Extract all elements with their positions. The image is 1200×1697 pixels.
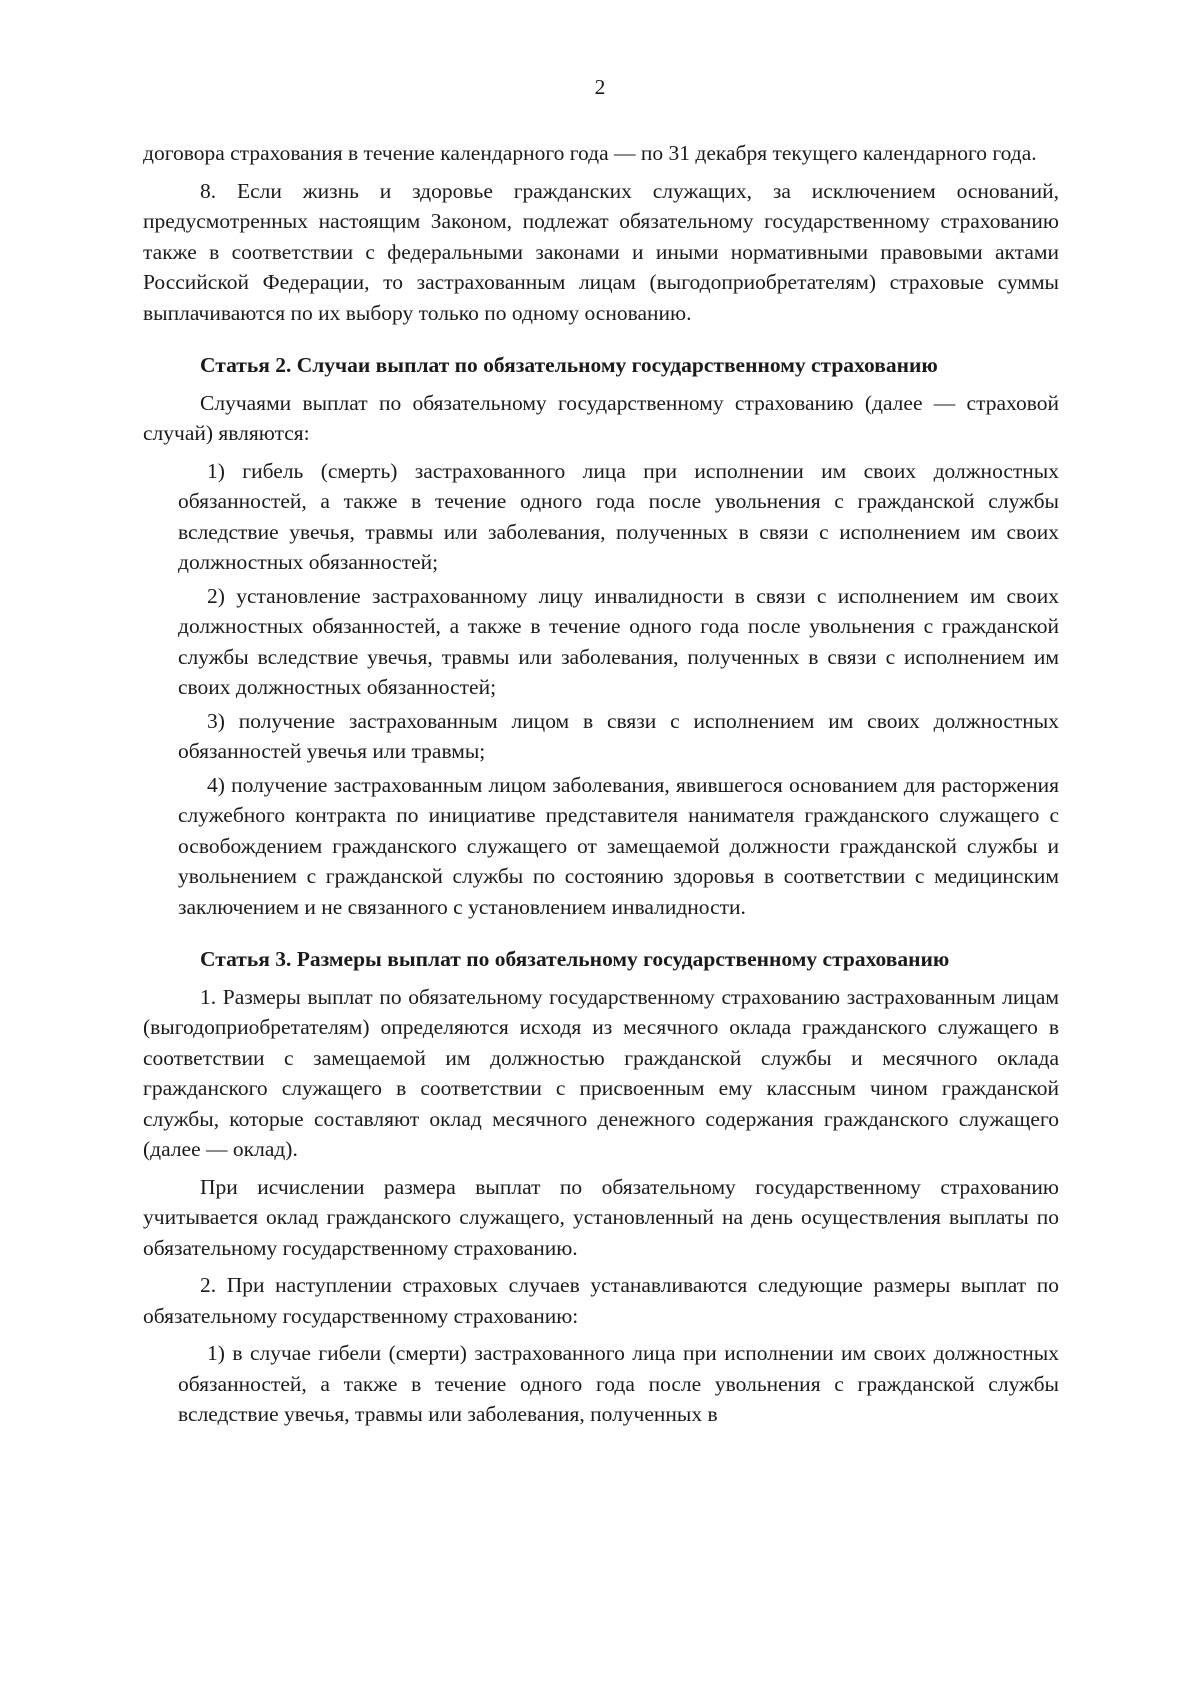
paragraph-item-8: 8. Если жизнь и здоровье гражданских служащих, за исключением оснований, предусмотренных настоящим Законом, подлежат обязательному государственному страхованию также в соответствии с федеральными законами и иными нормативными правовыми актами Российской Федерации, то застрахованным лицам (выгодоприобретателям) страховые суммы выплачиваются по их выбору только по одному основанию.: [143, 178, 1059, 325]
article-3-heading: Статья 3. Размеры выплат по обязательному государственному страхованию: [200, 947, 950, 971]
article-2-list-item-2: 2) установление застрахованному лицу инвалидности в связи с исполнением им своих должностных обязанностей, а также в течение одного года после увольнения с гражданской службы вследствие увечья, травмы или заболевания, полученных в связи с исполнением им своих должностных обязанностей;: [178, 583, 1059, 699]
article-2-list-item-3: 3) получение застрахованным лицом в связи с исполнением им своих должностных обязанностей увечья или травмы;: [178, 708, 1059, 763]
article-3-paragraph-2: При исчислении размера выплат по обязательному государственному страхованию учитывается оклад гражданского служащего, установленный на день осуществления выплаты по обязательному государственному страхованию.: [143, 1174, 1059, 1260]
page-number: 2: [594, 75, 606, 99]
article-3-list-item-1: 1) в случае гибели (смерти) застрахованного лица при исполнении им своих должностных обязанностей, а также в течение одного года после увольнения с гражданской службы вследствие увечья, травмы или заболевания, полученных в: [178, 1341, 1059, 1426]
article-2-list-item-1: 1) гибель (смерть) застрахованного лица при исполнении им своих должностных обязанностей, а также в течение одного года после увольнения с гражданской службы вследствие увечья, травмы или заболевания, полученных в связи с исполнением им своих должностных обязанностей;: [178, 458, 1059, 574]
article-3-paragraph-3: 2. При наступлении страховых случаев устанавливаются следующие размеры выплат по обязательному государственному страхованию:: [143, 1273, 1059, 1328]
document-body: [143, 138, 1059, 1433]
paragraph-continuation: договора страхования в течение календарного года — по 31 декабря текущего календарного года.: [143, 141, 1037, 165]
article-2-heading: Статья 2. Случаи выплат по обязательному государственному страхованию: [200, 353, 938, 377]
article-3-paragraph-1: 1. Размеры выплат по обязательному государственному страхованию застрахованным лицам (выгодоприобретателям) определяются исходя из месячного оклада гражданского служащего в соответствии с замещаемой им должностью гражданской службы и месячного оклада гражданского служащего в соответствии с присвоенным ему классным чином гражданской службы, которые составляют оклад месячного денежного содержания гражданского служащего (далее — оклад).: [143, 984, 1059, 1161]
article-2-list-item-4: 4) получение застрахованным лицом заболевания, явившегося основанием для расторжения служебного контракта по инициативе представителя нанимателя гражданского служащего с освобождением гражданского служащего от замещаемой должности гражданской службы и увольнением с гражданской службы по состоянию здоровья в соответствии с медицинским заключением и не связанного с установлением инвалидности.: [178, 772, 1059, 919]
article-2-intro: Случаями выплат по обязательному государственному страхованию (далее — страховой случай) являются:: [143, 390, 1059, 445]
